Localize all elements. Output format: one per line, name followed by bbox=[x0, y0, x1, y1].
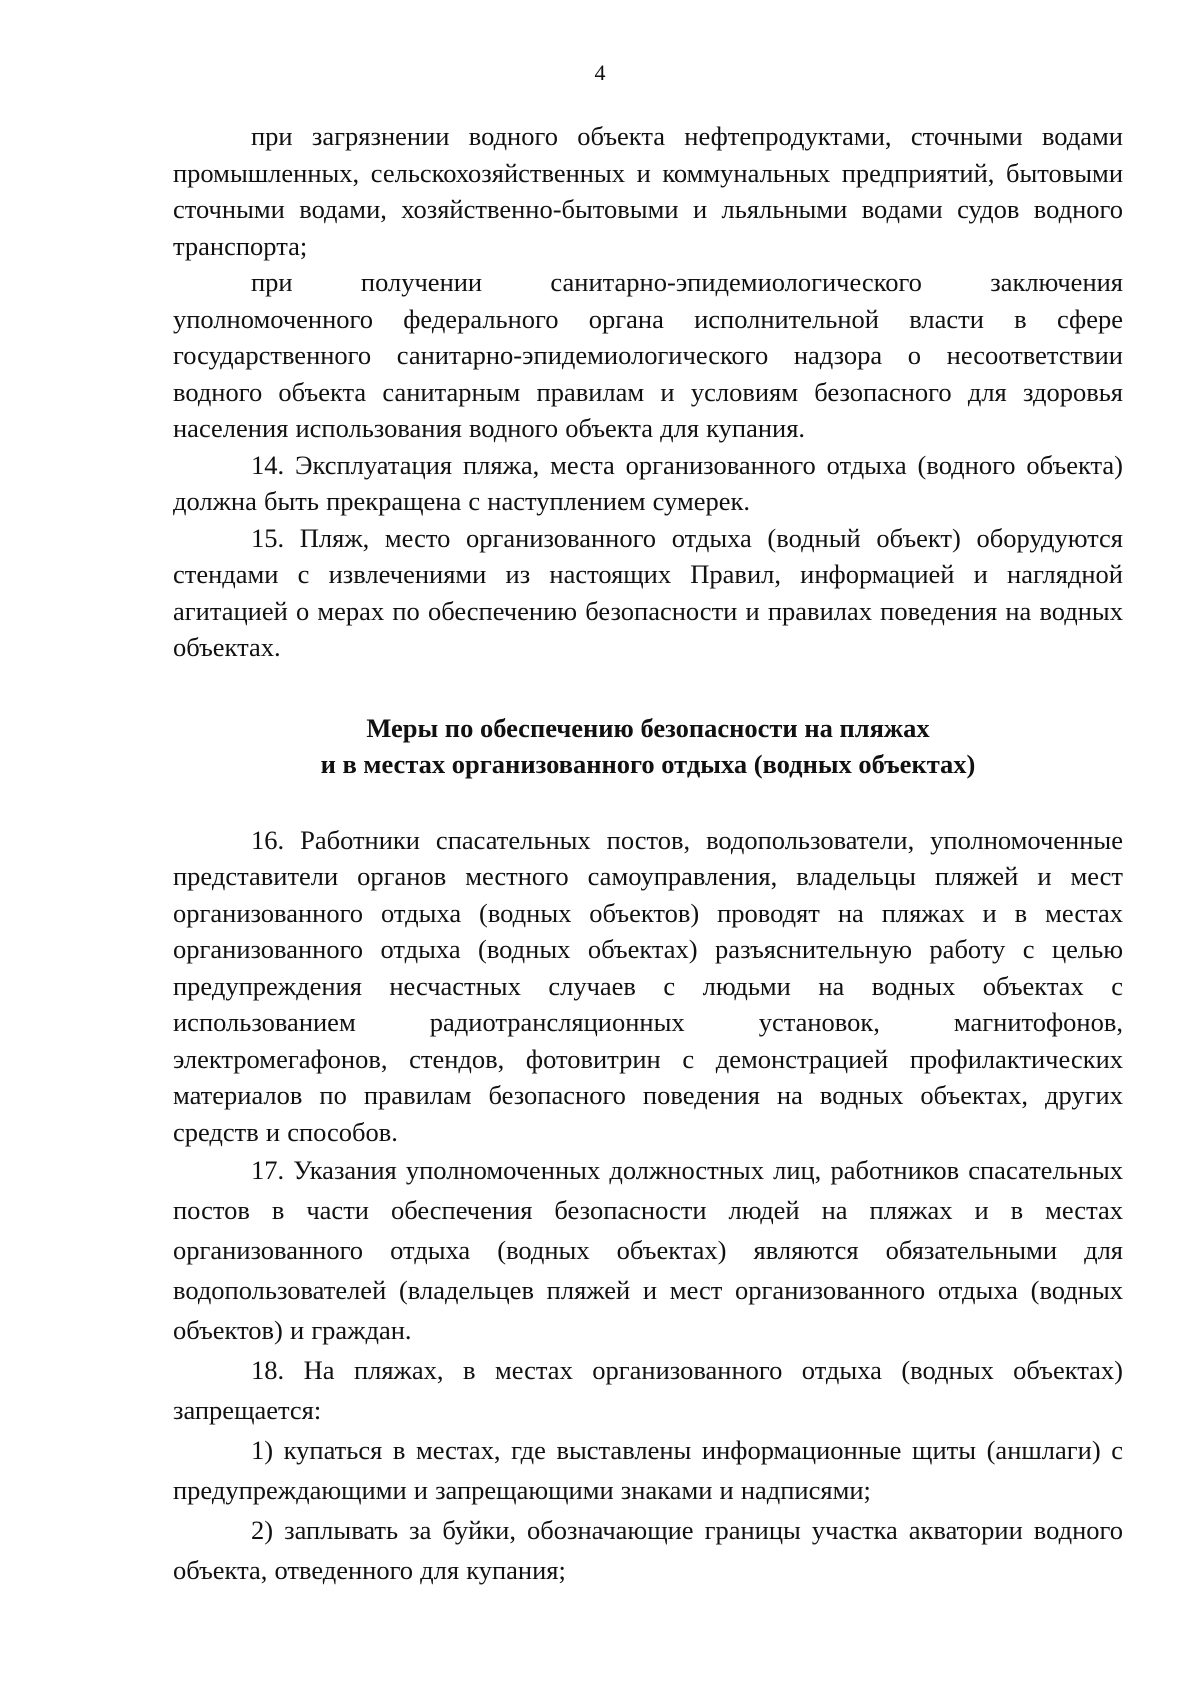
list-item-1: 1) купаться в местах, где выставлены информационные щиты (аншлаги) с предупреждающими и запрещающими знаками и надписями; bbox=[173, 1435, 1123, 1505]
page-number: 4 bbox=[594, 60, 606, 85]
paragraph-14: 14. Эксплуатация пляжа, места организованного отдыха (водного объекта) должна быть прекращена с наступлением сумерек. bbox=[173, 449, 1123, 516]
document-body bbox=[173, 118, 1123, 1590]
paragraph-18: 18. На пляжах, в местах организованного отдыха (водных объектах) запрещается: bbox=[173, 1355, 1123, 1425]
paragraph-16: 16. Работники спасательных постов, водопользователи, уполномоченные представители органов местного самоуправления, владельцы пляжей и мест организованного отдыха (водных объектов) проводят на пляжах и в местах организованного отдыха (водных объектах) разъяснительную работу с целью предупреждения несчастных случаев с людьми на водных объектах с использованием радиотрансляционных установок, магнитофонов, электромегафонов, стендов, фотовитрин с демонстрацией профилактических материалов по правилам безопасного поведения на водных объектах, других средств и способов. bbox=[173, 824, 1123, 1147]
paragraph-15: 15. Пляж, место организованного отдыха (водный объект) оборудуются стендами с извлечениями из настоящих Правил, информацией и наглядной агитацией о мерах по обеспечению безопасности и правилах поведения на водных объектах. bbox=[173, 522, 1123, 662]
list-item-2: 2) заплывать за буйки, обозначающие границы участка акватории водного объекта, отведенного для купания; bbox=[173, 1515, 1123, 1585]
section-heading bbox=[173, 710, 1123, 782]
section-heading-line-1: Меры по обеспечению безопасности на пляжах bbox=[366, 712, 930, 743]
section-heading-line-2: и в местах организованного отдыха (водных объектах) bbox=[320, 748, 976, 779]
paragraph-pollution: при загрязнении водного объекта нефтепродуктами, сточными водами промышленных, сельскохозяйственных и коммунальных предприятий, бытовыми сточными водами, хозяйственно-бытовыми и льяльными водами судов водного транспорта; bbox=[173, 121, 1123, 261]
paragraph-17: 17. Указания уполномоченных должностных лиц, работников спасательных постов в части обеспечения безопасности людей на пляжах и в местах организованного отдыха (водных объектах) являются обязательными для водопользователей (владельцев пляжей и мест организованного отдыха (водных объектов) и граждан. bbox=[173, 1155, 1123, 1345]
paragraph-sanitary-conclusion: при получении санитарно-эпидемиологического заключения уполномоченного федерального органа исполнительной власти в сфере государственного санитарно-эпидемиологического надзора о несоответствии водного объекта санитарным правилам и условиям безопасного для здоровья населения использования водного объекта для купания. bbox=[173, 267, 1123, 443]
